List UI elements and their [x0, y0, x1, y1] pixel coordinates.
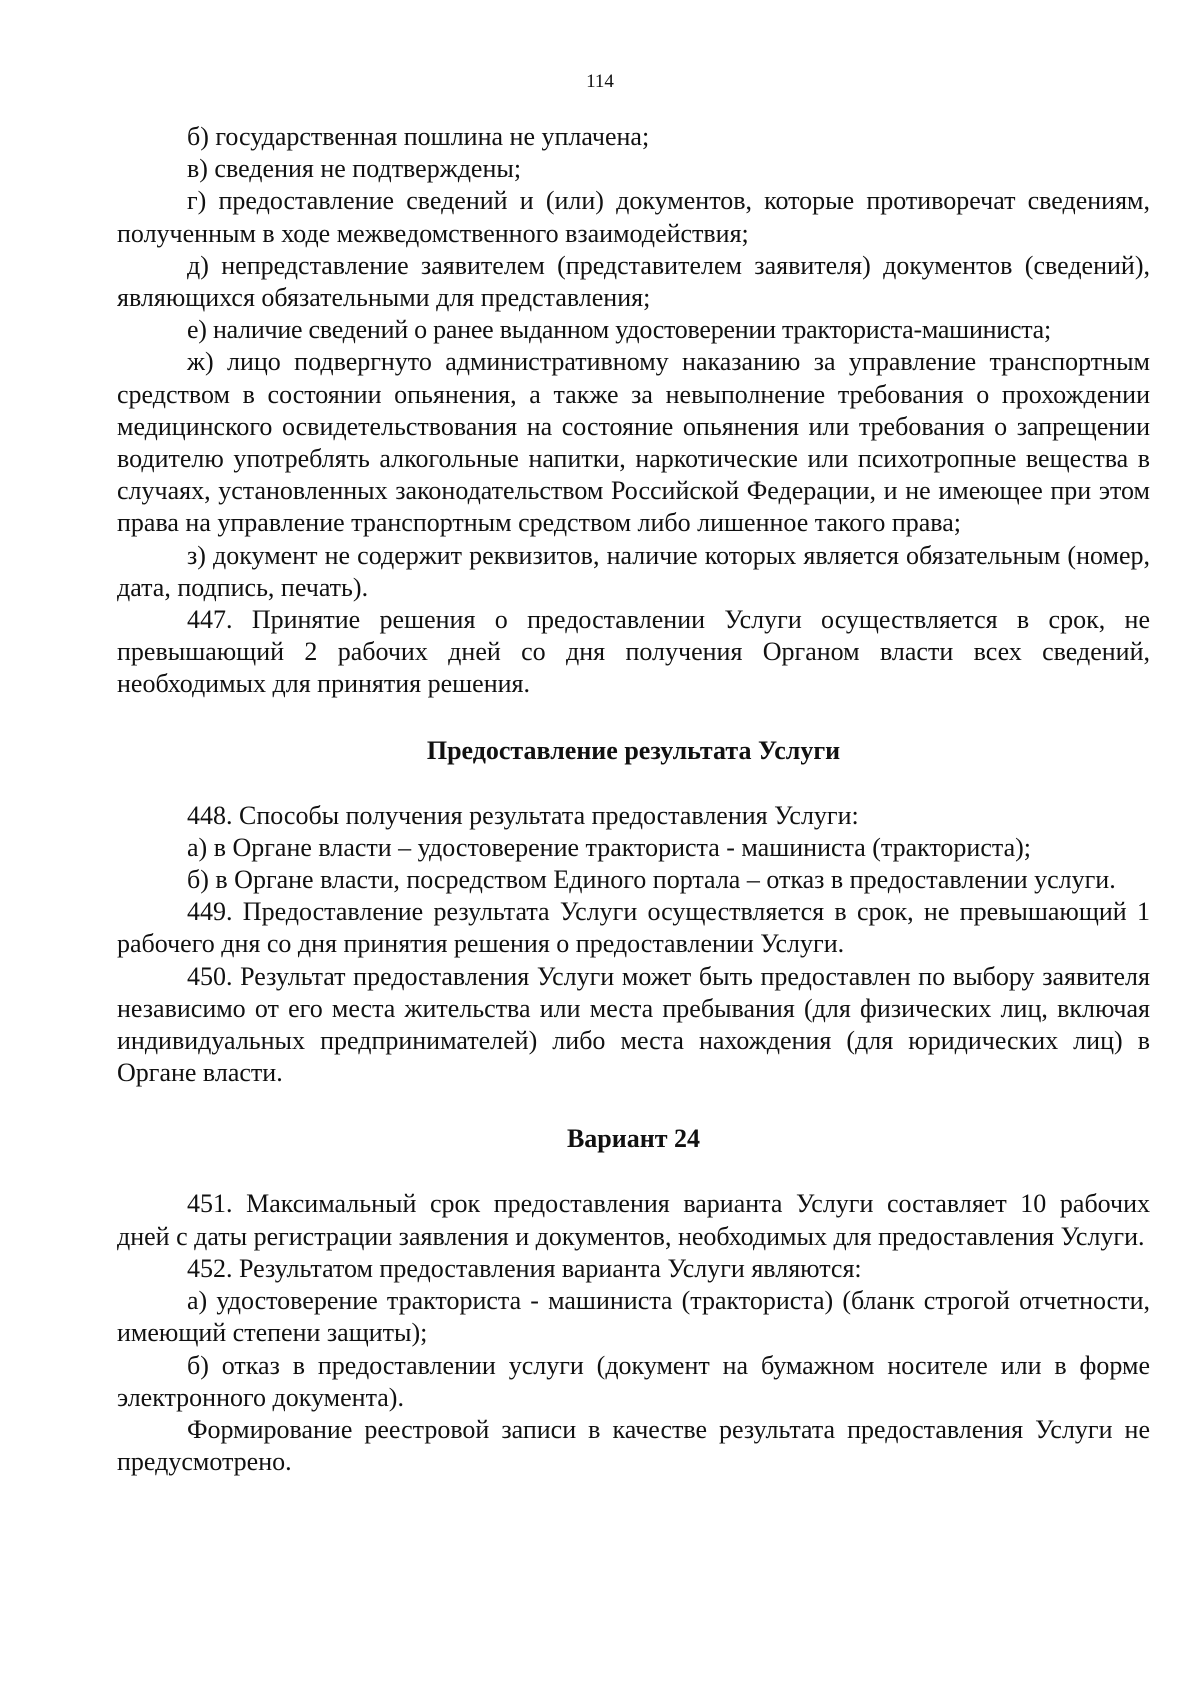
list-item-g: г) предоставление сведений и (или) документов, которые противоречат сведениям, полученным в ходе межведомственного взаимодействия; [117, 186, 1150, 248]
paragraph-448-b: б) в Органе власти, посредством Единого портала – отказ в предоставлении услуги. [187, 865, 1116, 895]
list-item-z: з) документ не содержит реквизитов, наличие которых является обязательным (номер, дата, подпись, печать). [117, 540, 1150, 602]
section-heading-result: Предоставление результата Услуги [426, 735, 841, 765]
paragraph-448: 448. Способы получения результата предоставления Услуги: [187, 800, 859, 830]
paragraph-452: 452. Результатом предоставления варианта Услуги являются: [187, 1253, 862, 1283]
paragraph-448-a: а) в Органе власти – удостоверение тракториста - машиниста (тракториста); [187, 832, 1031, 862]
paragraph-final: Формирование реестровой записи в качестве результата предоставления Услуги не предусмотрено. [117, 1414, 1150, 1477]
list-item-e: е) наличие сведений о ранее выданном удостоверении тракториста-машиниста; [187, 315, 1051, 345]
section-heading-variant: Вариант 24 [566, 1124, 701, 1154]
document-body [117, 121, 1150, 1478]
list-item-zh: ж) лицо подвергнуто административному наказанию за управление транспортным средством в состоянии опьянения, а также за невыполнение требования о прохождении медицинского освидетельствования на состояние опьянения или требования о запрещении водителю употреблять алкогольные напитки, наркотические или психотропные вещества в случаях, установленных законодательством Российской Федерации, и не имеющее при этом права на управление транспортным средством либо лишенное такого права; [117, 347, 1150, 538]
paragraph-450: 450. Результат предоставления Услуги может быть предоставлен по выбору заявителя независимо от его места жительства или места пребывания (для физических лиц, включая индивидуальных предпринимателей) либо места нахождения (для юридических лиц) в Органе власти. [117, 961, 1150, 1088]
paragraph-452-a: а) удостоверение тракториста - машиниста (тракториста) (бланк строгой отчетности, имеющий степени защиты); [117, 1286, 1150, 1348]
paragraph-449: 449. Предоставление результата Услуги осуществляется в срок, не превышающий 1 рабочего дня со дня принятия решения о предоставлении Услуги. [117, 897, 1150, 959]
paragraph-447: 447. Принятие решения о предоставлении Услуги осуществляется в срок, не превышающий 2 рабочих дней со дня получения Органом власти всех сведений, необходимых для принятия решения. [117, 605, 1150, 699]
list-item-d: д) непредставление заявителем (представителем заявителя) документов (сведений), являющихся обязательными для представления; [117, 250, 1150, 313]
paragraph-452-b: б) отказ в предоставлении услуги (документ на бумажном носителе или в форме электронного документа). [117, 1350, 1150, 1412]
list-item-b: б) государственная пошлина не уплачена; [187, 122, 650, 151]
list-item-v: в) сведения не подтверждены; [187, 154, 522, 184]
paragraph-451: 451. Максимальный срок предоставления варианта Услуги составляет 10 рабочих дней с даты регистрации заявления и документов, необходимых для предоставления Услуги. [117, 1189, 1150, 1251]
page-number: 114 [586, 71, 614, 92]
